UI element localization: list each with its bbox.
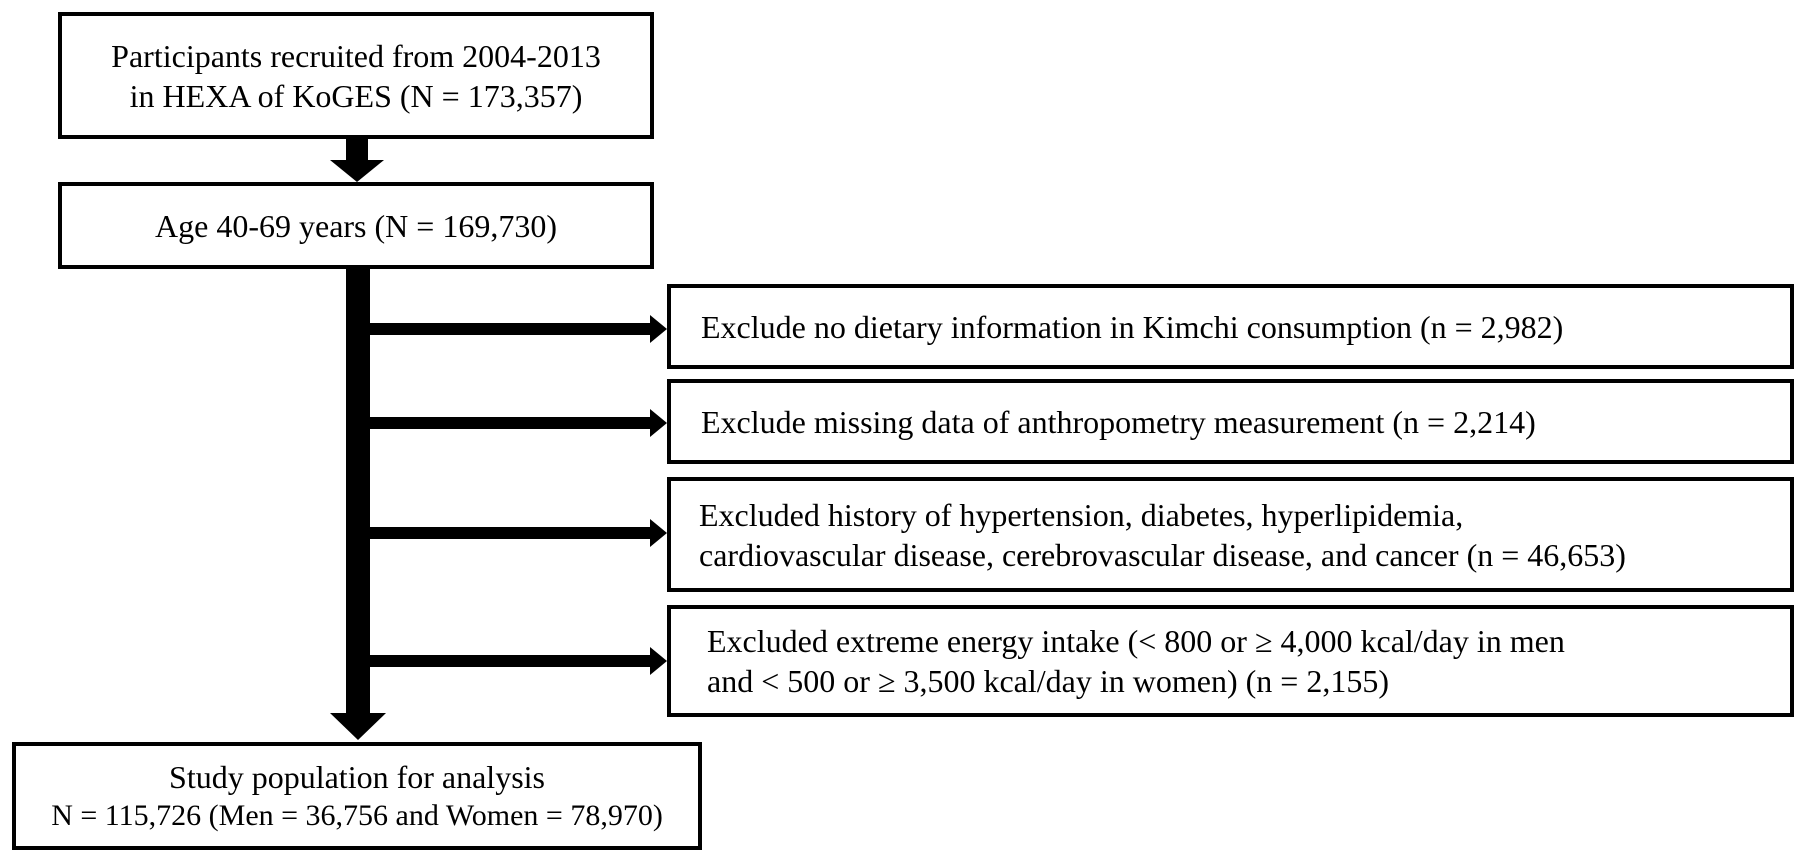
age-filter-box xyxy=(58,182,654,269)
main-trunk-shaft xyxy=(346,269,370,715)
main-trunk-head xyxy=(330,713,386,740)
branch-arrow-1-shaft xyxy=(370,323,652,335)
exclusion-box-anthropometry xyxy=(667,379,1794,464)
connector-start-to-age-shaft xyxy=(346,139,368,163)
exclusion-dietary-text: Exclude no dietary information in Kimchi consumption (n = 2,982) xyxy=(701,308,1564,345)
branch-arrow-3-shaft xyxy=(370,527,652,539)
branch-arrow-2-head xyxy=(650,409,667,437)
exclusion-box-history xyxy=(667,477,1794,592)
study-population-box xyxy=(12,742,702,850)
branch-arrow-2-shaft xyxy=(370,417,652,429)
exclusion-box-energy-intake xyxy=(667,605,1794,717)
connector-start-to-age-head xyxy=(330,160,384,182)
recruitment-line-1: Participants recruited from 2004-2013 xyxy=(111,37,601,74)
exclusion-anthropometry-text: Exclude missing data of anthropometry measurement (n = 2,214) xyxy=(701,403,1536,440)
branch-arrow-1-head xyxy=(650,315,667,343)
exclusion-energy-line-1: Excluded extreme energy intake (< 800 or ≥ 4,000 kcal/day in men xyxy=(707,623,1565,659)
exclusion-history-line-1: Excluded history of hypertension, diabetes, hyperlipidemia, xyxy=(699,496,1464,533)
exclusion-energy-line-2: and < 500 or ≥ 3,500 kcal/day in women) (n = 2,155) xyxy=(707,663,1389,699)
recruitment-line-2: in HEXA of KoGES (N = 173,357) xyxy=(129,77,583,114)
exclusion-box-dietary xyxy=(667,284,1794,369)
branch-arrow-3-head xyxy=(650,519,667,547)
exclusion-history-line-2: cardiovascular disease, cerebrovascular disease, and cancer (n = 46,653) xyxy=(699,536,1626,573)
branch-arrow-4-shaft xyxy=(370,655,652,667)
study-population-title: Study population for analysis xyxy=(169,759,545,796)
study-population-counts: N = 115,726 (Men = 36,756 and Women = 78,970) xyxy=(51,799,663,833)
branch-arrow-4-head xyxy=(650,647,667,675)
recruitment-box xyxy=(58,12,654,139)
age-filter-text: Age 40-69 years (N = 169,730) xyxy=(155,207,557,244)
